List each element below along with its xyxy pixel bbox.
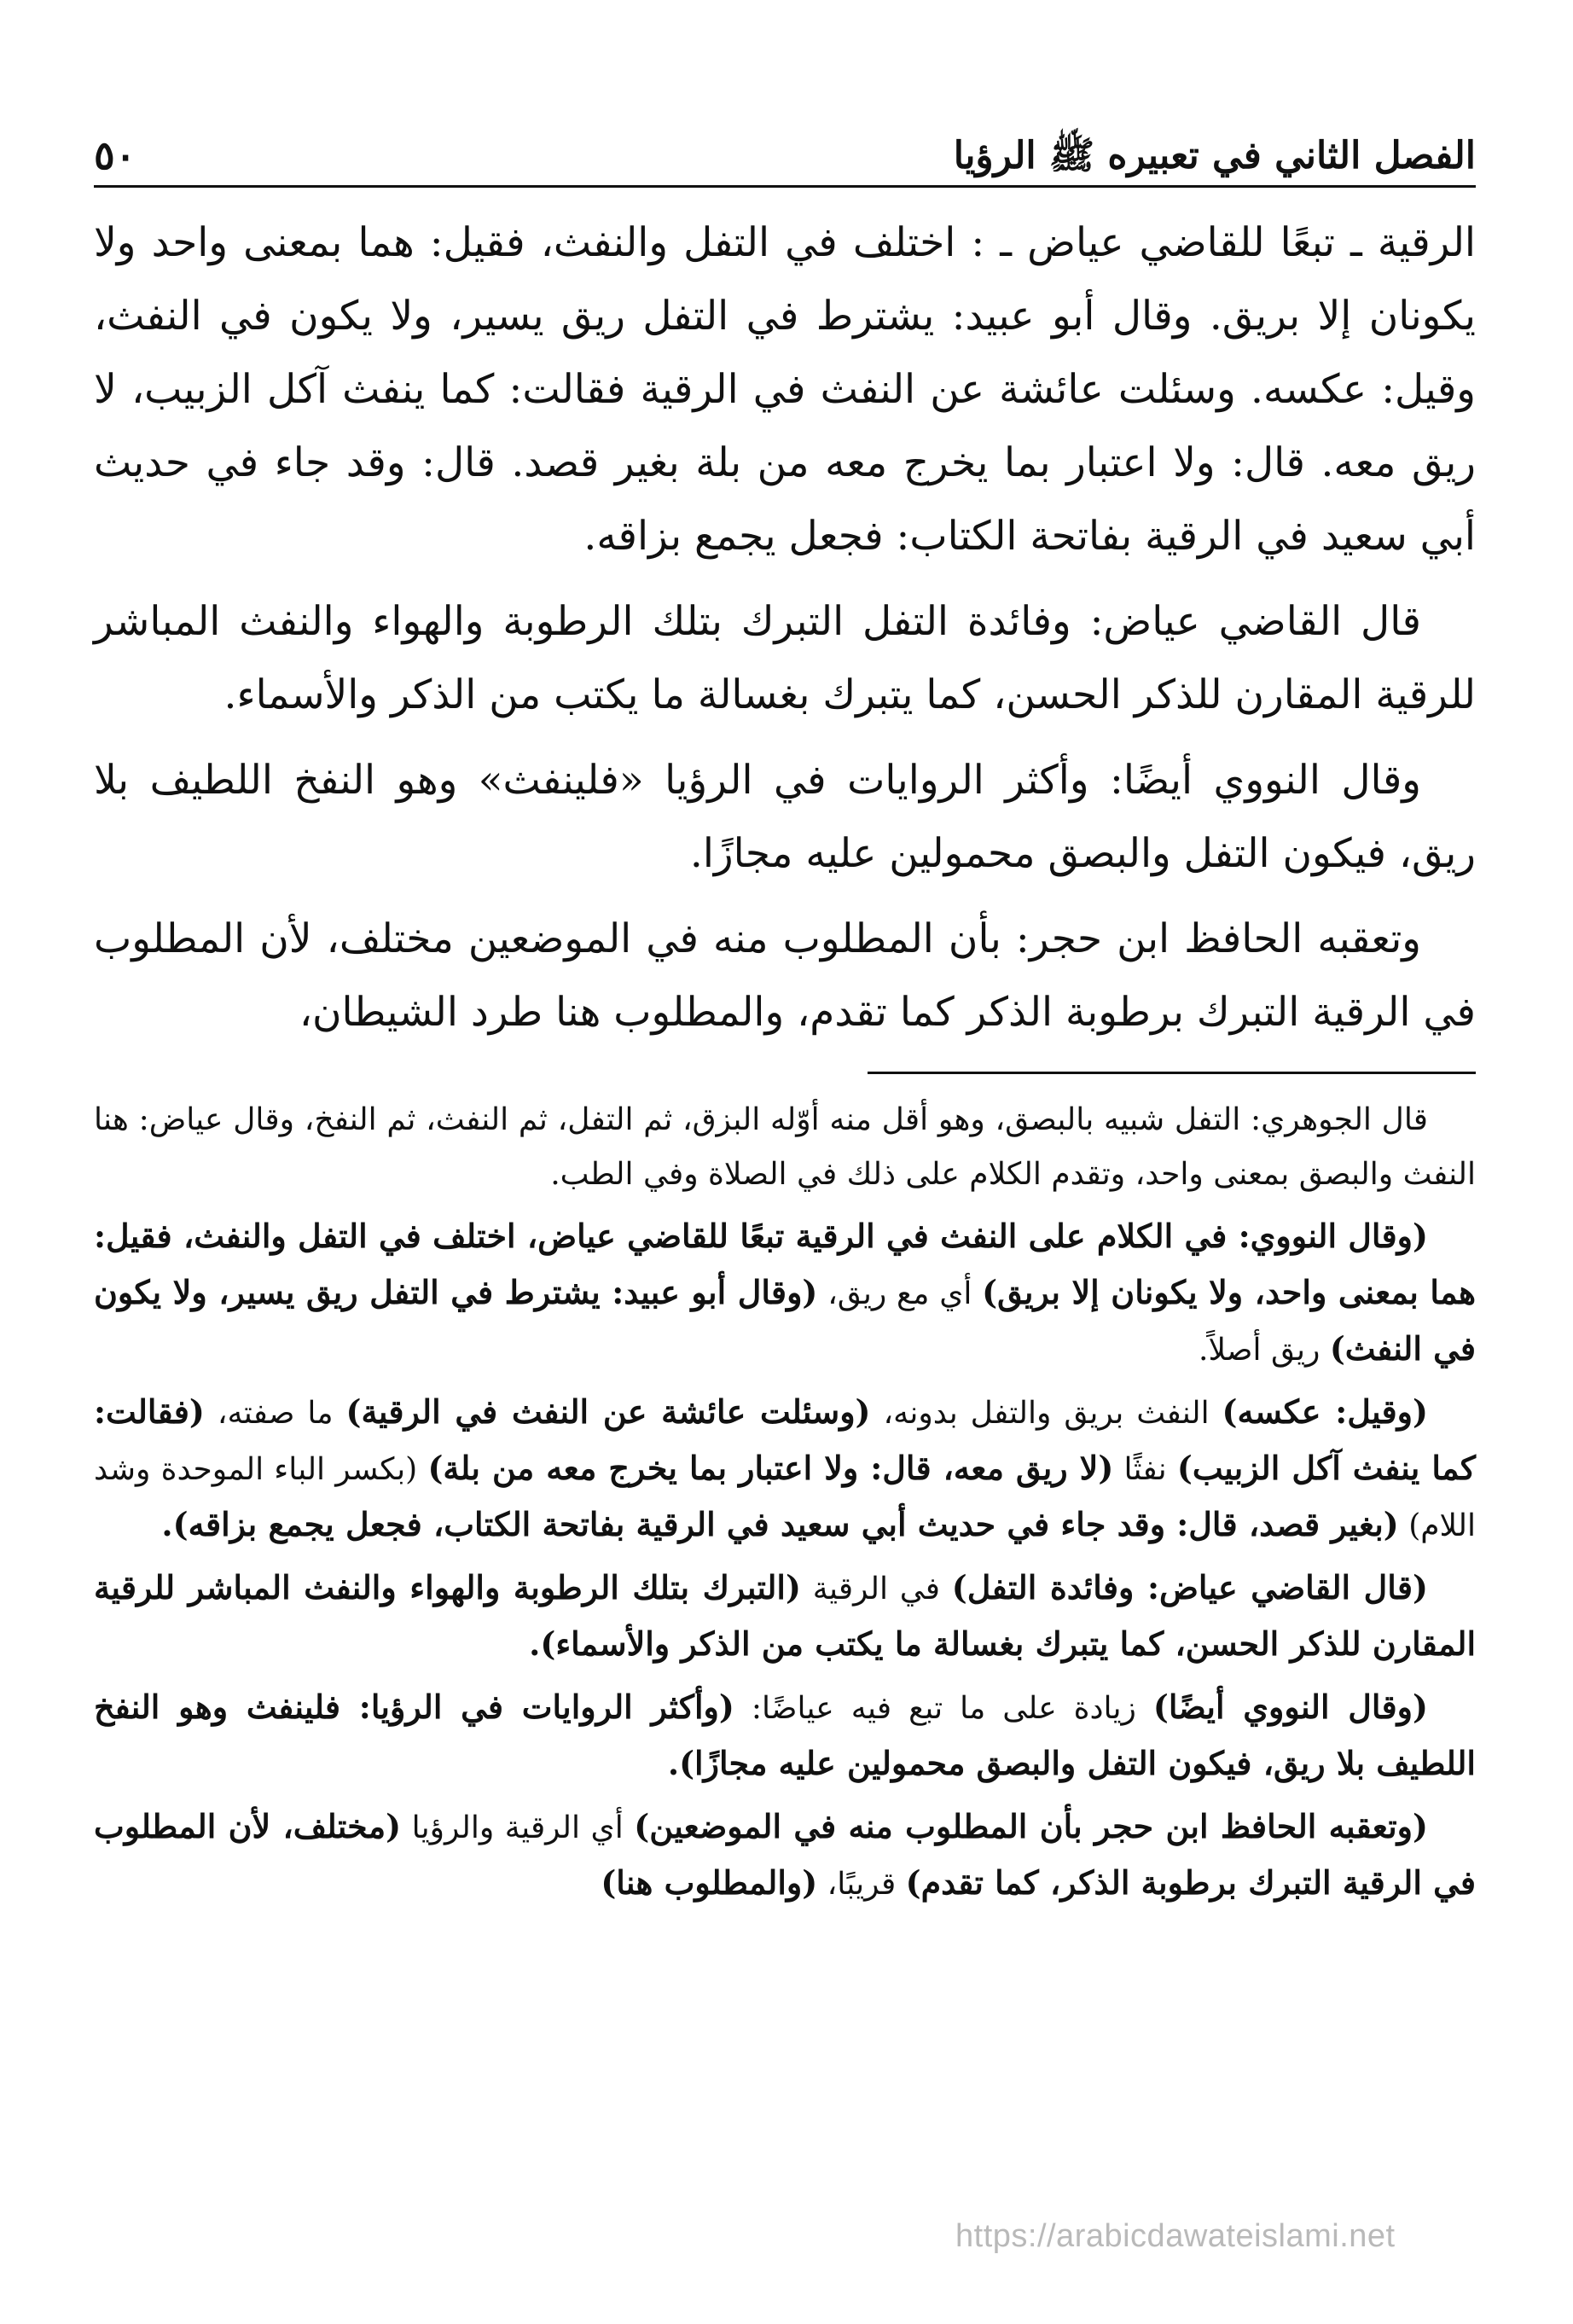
footnote-2-comment-b: ريق أصلاً. bbox=[1199, 1333, 1330, 1368]
running-header bbox=[94, 115, 1476, 188]
footnote-6-comment-a: أي الرقية والرؤيا bbox=[401, 1810, 635, 1845]
book-page bbox=[94, 115, 1476, 2299]
footnote-separator bbox=[868, 1072, 1476, 1074]
footnote-2-quote-a: (وقال النووي: في الكلام على النفث في الرقية تبعًا للقاضي عياض، اختلف في التفل والنفث، فقيل: هما بمعنى واحد، ولا يكونان إلا بريق) bbox=[94, 1217, 1476, 1311]
footnote-4-quote-b: (التبرك بتلك الرطوبة والهواء والنفث المباشر للرقية المقارن للذكر الحسن، كما يتبرك بغسالة ما يكتب من الذكر والأسماء). bbox=[94, 1568, 1476, 1663]
main-paragraph-4: وتعقبه الحافظ ابن حجر: بأن المطلوب منه في الموضعين مختلف، لأن المطلوب في الرقية التبرك برطوبة الذكر كما تقدم، والمطلوب هنا طرد الشيطان، bbox=[94, 915, 1476, 1036]
footnote-5-comment-a: زيادة على ما تبع فيه عياضًا: bbox=[734, 1691, 1153, 1726]
page-number: ٥٠ bbox=[94, 132, 136, 178]
footnote-3-quote-d: (لا ريق معه، قال: ولا اعتبار بما يخرج معه من بلة) bbox=[427, 1449, 1114, 1487]
footnote-6-quote-b: (مختلف، لأن المطلوب في الرقية التبرك برطوبة الذكر، كما تقدم) bbox=[94, 1807, 1476, 1902]
footnote-3-quote-b: (وسئلت عائشة عن النفث في الرقية) bbox=[345, 1392, 871, 1431]
main-text bbox=[94, 206, 1476, 1049]
footnote-6-comment-b: قريبًا، bbox=[817, 1867, 906, 1902]
footnote-6 bbox=[94, 1799, 1476, 1912]
footnote-3-comment-c: نفثًا bbox=[1113, 1452, 1177, 1487]
footnote-4-comment-a: في الرقية bbox=[800, 1572, 952, 1606]
footnote-2-quote-b: (وقال أبو عبيد: يشترط في التفل ريق يسير، ولا يكون في النفث) bbox=[94, 1273, 1476, 1368]
footnote-1: قال الجوهري: التفل شبيه بالبصق، وهو أقل منه أوّله البزق، ثم التفل، ثم النفث، ثم النفخ، وقال عياض: هنا النفث والبصق بمعنى واحد، وتقدم الكلام على ذلك في الصلاة وفي الطب. bbox=[94, 1102, 1476, 1192]
footnote-5-quote-b: (وأكثر الروايات في الرؤيا: فلينفث وهو النفخ اللطيف بلا ريق، فيكون التفل والبصق محمولين عليه مجازًا). bbox=[94, 1688, 1476, 1782]
footnote-5-quote-a: (وقال النووي أيضًا) bbox=[1152, 1688, 1428, 1726]
main-paragraph-1: الرقية ـ تبعًا للقاضي عياض ـ : اختلف في التفل والنفث، فقيل: هما بمعنى واحد ولا يكونان إلا بريق. وقال أبو عبيد: يشترط في التفل ريق يسير، ولا يكون في النفث، وقيل: عكسه. وسئلت عائشة عن النفث في الرقية فقالت: كما ينفث آكل الزبيب، لا ريق معه. قال: ولا اعتبار بما يخرج معه من بلة بغير قصد. قال: وقد جاء في حديث أبي سعيد في الرقية بفاتحة الكتاب: فجعل يجمع بزاقه. bbox=[94, 219, 1476, 560]
footnote-3-quote-c: (فقالت: كما ينفث آكل الزبيب) bbox=[94, 1392, 1477, 1487]
footnote-3-comment-d: (بكسر الباء الموحدة وشد اللام) bbox=[94, 1452, 1476, 1543]
running-title: الفصل الثاني في تعبيره ﷺ الرؤيا bbox=[953, 134, 1476, 177]
main-paragraph-2: قال القاضي عياض: وفائدة التفل التبرك بتلك الرطوبة والهواء والنفث المباشر للرقية المقارن للذكر الحسن، كما يتبرك بغسالة ما يكتب من الذكر والأسماء. bbox=[94, 598, 1476, 718]
footnote-6-quote-a: (وتعقبه الحافظ ابن حجر بأن المطلوب منه في الموضعين) bbox=[634, 1807, 1428, 1845]
footnote-3-comment-b: ما صفته، bbox=[204, 1396, 346, 1431]
source-watermark: https://arabicdawateislami.net bbox=[955, 2218, 1396, 2254]
footnote-3-quote-e: (بغير قصد، قال: وقد جاء في حديث أبي سعيد في الرقية بفاتحة الكتاب، فجعل يجمع بزاقه). bbox=[161, 1505, 1399, 1543]
footnote-3 bbox=[94, 1385, 1476, 1554]
footnote-6-quote-c: (والمطلوب هنا) bbox=[601, 1863, 818, 1902]
footnote-3-quote-a: (وقيل: عكسه) bbox=[1222, 1392, 1428, 1431]
footnote-5 bbox=[94, 1680, 1476, 1792]
footnotes bbox=[94, 1093, 1476, 1912]
footnote-2-comment-a: أي مع ريق، bbox=[817, 1276, 983, 1311]
footnote-4 bbox=[94, 1560, 1476, 1673]
main-paragraph-3: وقال النووي أيضًا: وأكثر الروايات في الرؤيا «فلينفث» وهو النفخ اللطيف بلا ريق، فيكون التفل والبصق محمولين عليه مجازًا. bbox=[94, 757, 1476, 877]
footnote-3-comment-a: النفث بريق والتفل بدونه، bbox=[870, 1396, 1222, 1431]
footnote-4-quote-a: (قال القاضي عياض: وفائدة التفل) bbox=[951, 1568, 1428, 1606]
footnote-2 bbox=[94, 1209, 1476, 1378]
